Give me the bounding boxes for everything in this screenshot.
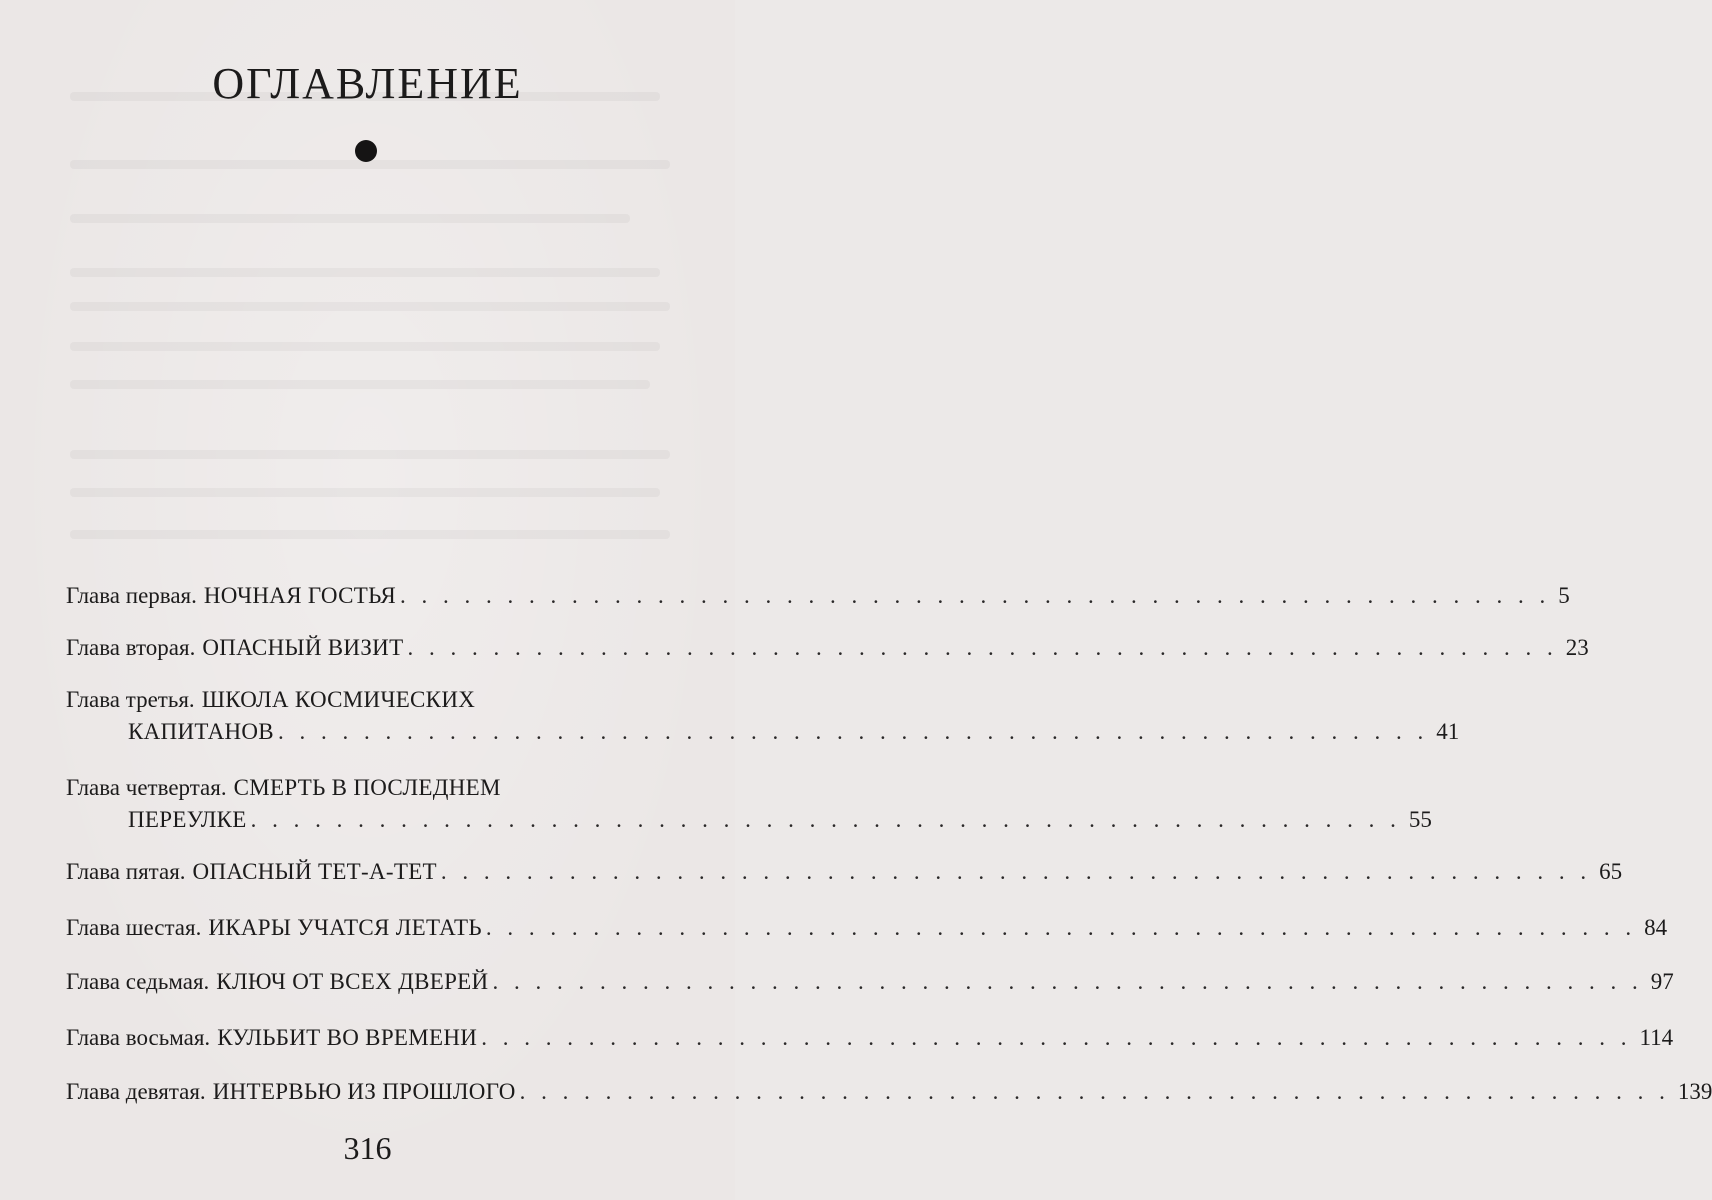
show-through-line (70, 302, 670, 311)
chapter-title: ИНТЕРВЬЮ ИЗ ПРОШЛОГО (212, 1079, 516, 1104)
chapter-title: ИКАРЫ УЧАТСЯ ЛЕТАТЬ (208, 915, 482, 940)
show-through-line (70, 160, 670, 169)
filled-circle-icon (355, 140, 377, 162)
dot-leader: . . . . . . . . . . . . . . . . . . . . . . . . . . . . . . . . . . . . . . . . . . . . . . . . . . . . . . (400, 583, 1551, 608)
dot-leader: . . . . . . . . . . . . . . . . . . . . . . . . . . . . . . . . . . . . . . . . . . . . . . . . . . . . . . (407, 635, 1558, 660)
chapter-label: Глава первая. (66, 583, 197, 608)
dot-leader: . . . . . . . . . . . . . . . . . . . . . . . . . . . . . . . . . . . . . . . . . . . . . . . . . . . . . . (440, 859, 1592, 884)
chapter-label: Глава четвертая. (66, 775, 227, 800)
chapter-title-continued: КАПИТАНОВ (128, 719, 274, 744)
page-folio-number: 316 (343, 1130, 392, 1166)
dot-leader: . . . . . . . . . . . . . . . . . . . . . . . . . . . . . . . . . . . . . . . . . . . . . . . . . . . . . . (519, 1079, 1670, 1104)
toc-entry[interactable] (66, 580, 1570, 612)
chapter-title-continued: ПЕРЕУЛКЕ (128, 807, 247, 832)
chapter-title: СМЕРТЬ В ПОСЛЕДНЕМ (233, 775, 501, 800)
page-number: 5 (1558, 583, 1570, 608)
page-number: 41 (1436, 719, 1460, 744)
toc-entry[interactable] (66, 1022, 1674, 1054)
chapter-title: НОЧНАЯ ГОСТЬЯ (203, 583, 397, 608)
toc-entry[interactable] (66, 772, 1432, 836)
chapter-title: ШКОЛА КОСМИЧЕСКИХ (201, 687, 476, 712)
toc-entry[interactable] (66, 684, 1460, 748)
toc-entry[interactable] (66, 912, 1668, 944)
page-number: 84 (1644, 915, 1668, 940)
chapter-title: КЛЮЧ ОТ ВСЕХ ДВЕРЕЙ (216, 969, 489, 994)
show-through-line (70, 214, 630, 223)
dot-leader: . . . . . . . . . . . . . . . . . . . . . . . . . . . . . . . . . . . . . . . . . . . . . . . . . . . . . . (250, 807, 1401, 832)
chapter-label: Глава пятая. (66, 859, 186, 884)
dot-leader: . . . . . . . . . . . . . . . . . . . . . . . . . . . . . . . . . . . . . . . . . . . . . . . . . . . . . . (492, 969, 1643, 994)
chapter-label: Глава восьмая. (66, 1025, 211, 1050)
page-number: 65 (1599, 859, 1623, 884)
chapter-title: ОПАСНЫЙ ВИЗИТ (202, 635, 404, 660)
show-through-line (70, 342, 660, 351)
dot-leader: . . . . . . . . . . . . . . . . . . . . . . . . . . . . . . . . . . . . . . . . . . . . . . . . . . . . . . (277, 719, 1429, 744)
page-number: 97 (1650, 969, 1674, 994)
chapter-title: КУЛЬБИТ ВО ВРЕМЕНИ (217, 1025, 478, 1050)
chapter-title: ОПАСНЫЙ ТЕТ-А-ТЕТ (192, 859, 437, 884)
page-title: ОГЛАВЛЕНИЕ (212, 59, 523, 108)
toc-entry[interactable] (66, 1076, 1712, 1108)
show-through-line (70, 488, 660, 497)
show-through-line (70, 380, 650, 389)
page-number: 114 (1639, 1025, 1674, 1050)
show-through-line (70, 450, 670, 459)
page-number: 139 (1677, 1079, 1712, 1104)
chapter-label: Глава девятая. (66, 1079, 206, 1104)
toc-entry[interactable] (66, 632, 1589, 664)
dot-leader: . . . . . . . . . . . . . . . . . . . . . . . . . . . . . . . . . . . . . . . . . . . . . . . . . . . . . . (481, 1025, 1632, 1050)
show-through-line (70, 268, 660, 277)
toc-entry[interactable] (66, 966, 1674, 998)
chapter-label: Глава шестая. (66, 915, 202, 940)
toc-entry[interactable] (66, 856, 1623, 888)
show-through-line (70, 530, 670, 539)
dot-leader: . . . . . . . . . . . . . . . . . . . . . . . . . . . . . . . . . . . . . . . . . . . . . . . . . . . . . . (485, 915, 1637, 940)
chapter-label: Глава вторая. (66, 635, 196, 660)
chapter-label: Глава седьмая. (66, 969, 210, 994)
page-number: 23 (1565, 635, 1589, 660)
page-number: 55 (1408, 807, 1432, 832)
chapter-label: Глава третья. (66, 687, 195, 712)
